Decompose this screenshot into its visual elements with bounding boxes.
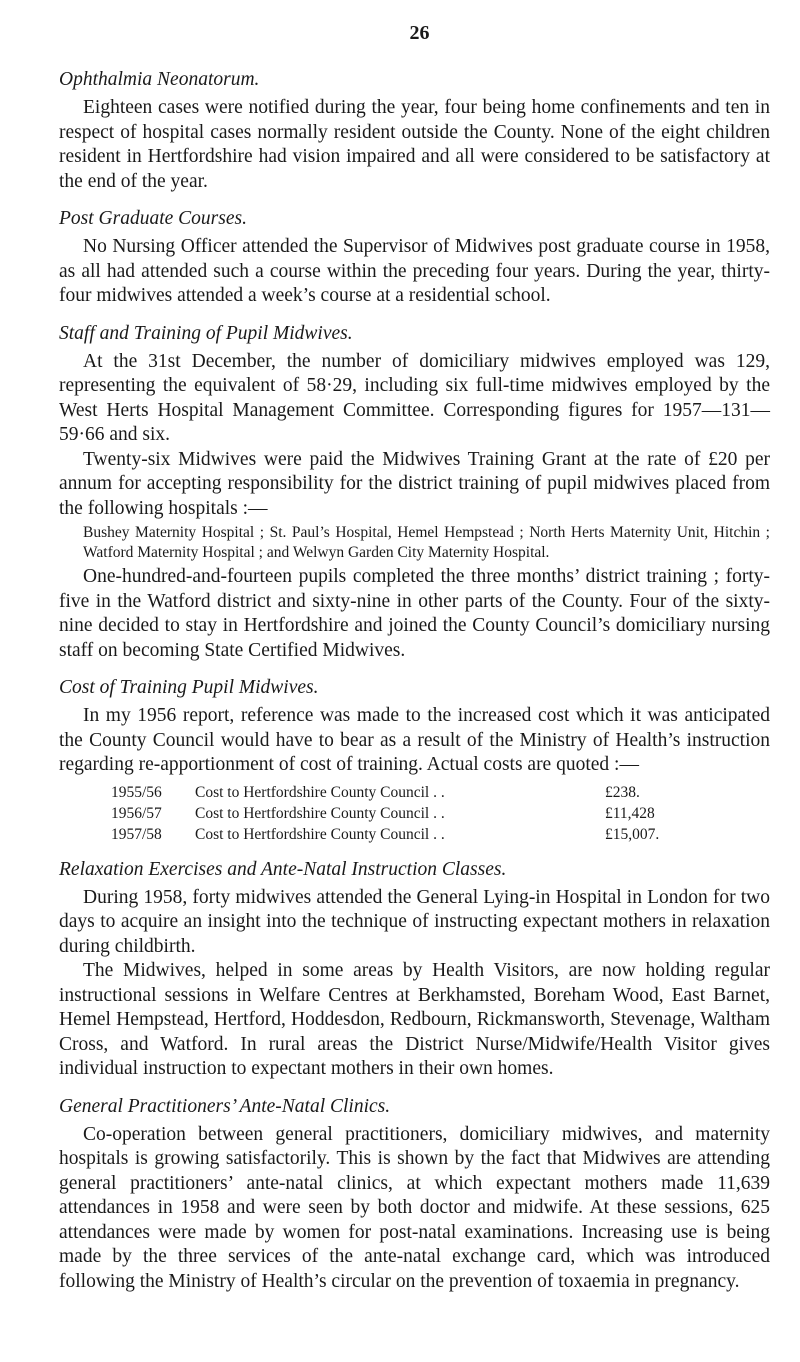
- cost-amount: £11,428: [605, 804, 655, 822]
- cost-table: [59, 782, 770, 845]
- cost-row: [59, 824, 770, 845]
- cost-year: 1956/57: [111, 804, 162, 822]
- cost-description: Cost to Hertfordshire County Council . .: [195, 804, 445, 822]
- section-heading: Post Graduate Courses.: [59, 208, 247, 229]
- paragraph: At the 31st December, the number of domiciliary midwives employed was 129, representing the equivalent of 58·29, including six full-time midwives employed by the West Herts Hospital Management Committee. Corresponding figures for 1957—131—59·66 and six.: [59, 350, 770, 445]
- cost-row: [59, 782, 770, 803]
- paragraph: Twenty-six Midwives were paid the Midwives Training Grant at the rate of £20 per annum for accepting responsibility for the district training of pupil midwives placed from the following hospitals :—: [59, 448, 770, 519]
- paragraph: No Nursing Officer attended the Supervisor of Midwives post graduate course in 1958, as all had attended such a course within the preceding four years. During the year, thirty-four midwives attended a week’s course at a residential school.: [59, 236, 770, 306]
- page-number: 26: [409, 22, 430, 44]
- cost-description: Cost to Hertfordshire County Council . .: [195, 783, 445, 801]
- paragraph: One-hundred-and-fourteen pupils completed the three months’ district training ; forty-five in the Watford district and sixty-nine in other parts of the County. Four of the sixty-nine decided to stay in Hertfordshire and joined the County Council’s domiciliary nursing staff on becoming State Certified Midwives.: [59, 566, 770, 661]
- paragraph: During 1958, forty midwives attended the General Lying-in Hospital in London for two days to acquire an insight into the technique of instructing expectant mothers in relaxation during childbirth.: [59, 886, 770, 957]
- section-heading: Cost of Training Pupil Midwives.: [59, 677, 319, 698]
- section-post-graduate-courses: [59, 206, 770, 309]
- section-heading: Relaxation Exercises and Ante-Natal Instruction Classes.: [59, 858, 507, 880]
- paragraph: Co-operation between general practitioners, domiciliary midwives, and maternity hospitals is growing satisfactorily. This is shown by the fact that Midwives are attending general practitioners’ ante-natal clinics, at which expectant mothers made 11,639 attendances in 1958 and were seen by both doctor and midwife. At these sessions, 625 attendances were made by women for post-natal examinations. Increasing use is being made by the three services of the ante-natal exchange card, which was introduced following the Ministry of Health’s circular on the prevention of toxaemia in pregnancy.: [59, 1123, 770, 1292]
- cost-description: Cost to Hertfordshire County Council . .: [195, 825, 445, 843]
- section-relaxation-exercises: [59, 857, 770, 1082]
- section-heading: Ophthalmia Neonatorum.: [59, 69, 260, 90]
- section-gp-ante-natal-clinics: [59, 1094, 770, 1295]
- cost-row: [59, 803, 770, 824]
- cost-amount: £15,007.: [605, 825, 660, 843]
- paragraph: The Midwives, helped in some areas by Health Visitors, are now holding regular instructional sessions in Welfare Centres at Berkhamsted, Boreham Wood, East Barnet, Hemel Hempstead, Hertford, Hoddesdon, Redbourn, Rickmansworth, Stevenage, Waltham Cross, and Watford. In rural areas the District Nurse/Midwife/Health Visitor gives individual instruction to expectant mothers in their own homes.: [59, 960, 770, 1079]
- paragraph: In my 1956 report, reference was made to the increased cost which it was anticipated the County Council would have to bear as a result of the Ministry of Health’s instruction regarding re-apportionment of cost of training. Actual costs are quoted :—: [59, 705, 770, 775]
- cost-amount: £238.: [605, 783, 640, 801]
- hospital-list: Bushey Maternity Hospital ; St. Paul’s Hospital, Hemel Hempstead ; North Herts Maternity Unit, Hitchin ; Watford Maternity Hospital ; and Welwyn Garden City Maternity Hospital.: [83, 524, 770, 561]
- section-ophthalmia-neonatorum: [59, 67, 770, 194]
- cost-year: 1955/56: [111, 783, 162, 801]
- cost-year: 1957/58: [111, 825, 162, 843]
- section-heading: General Practitioners’ Ante-Natal Clinics.: [59, 1095, 391, 1117]
- paragraph: Eighteen cases were notified during the year, four being home confinements and ten in respect of hospital cases normally resident outside the County. None of the eight children resident in Hertfordshire had vision impaired and all were considered to be satisfactory at the end of the year.: [59, 97, 770, 192]
- section-heading: Staff and Training of Pupil Midwives.: [59, 322, 353, 344]
- section-cost-of-training: [59, 675, 770, 845]
- section-staff-and-training: [59, 321, 770, 664]
